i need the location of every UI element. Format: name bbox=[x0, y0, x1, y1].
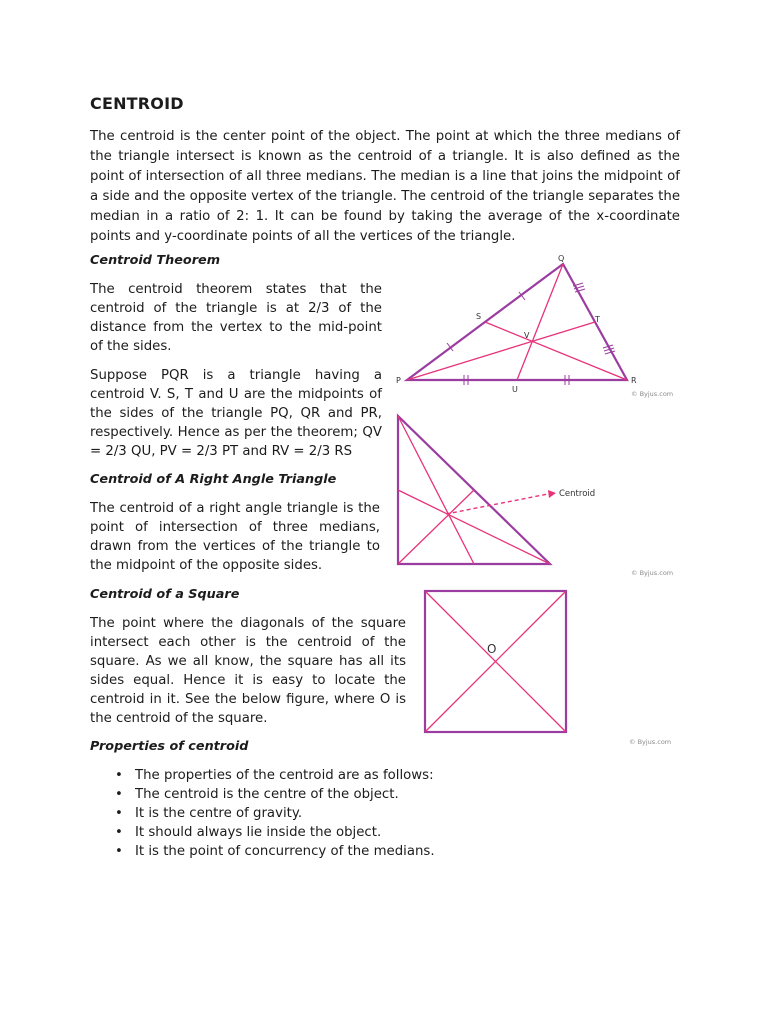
right-triangle-credit: © Byjus.com bbox=[631, 569, 674, 577]
list-item: • The centroid is the centre of the object. bbox=[115, 787, 399, 802]
theorem-heading: Centroid Theorem bbox=[90, 253, 221, 268]
bullet: • bbox=[115, 844, 123, 859]
arrowhead-icon bbox=[548, 490, 556, 498]
square-credit: © Byjus.com bbox=[629, 738, 672, 746]
bullet: • bbox=[115, 825, 123, 840]
list-item: • The properties of the centroid are as follows: bbox=[115, 768, 434, 783]
theorem-paragraph-1: The centroid theorem states that the centroid of the triangle is at 2/3 of the distance from the vertex to the mid-point of the sides. bbox=[90, 282, 382, 354]
properties-list bbox=[115, 766, 435, 861]
square-figure bbox=[418, 585, 683, 750]
label-u: U bbox=[512, 385, 518, 394]
theorem-paragraph-2: Suppose PQR is a triangle having a centroid V. S, T and U are the midpoints of the sides of the triangle PQ, QR and PR, respectively. Hence as per the theorem; QV = 2/3 QU, PV = 2/3 PT and RV = 2/3 RS bbox=[90, 368, 382, 459]
right-triangle-paragraph: The centroid of a right angle triangle is the point of intersection of three medians, drawn from the vertices of the triangle to the midpoint of the opposite sides. bbox=[90, 501, 380, 573]
triangle-medians bbox=[407, 264, 627, 380]
bullet: • bbox=[115, 806, 123, 821]
label-o: O bbox=[487, 642, 497, 656]
square-paragraph: The point where the diagonals of the square intersect each other is the centroid of the square. As we all know, the square has all its sides equal. Hence it is easy to locate the centroid in it. See the below figure, where O is the centroid of the square. bbox=[90, 616, 406, 726]
square-heading: Centroid of a Square bbox=[90, 587, 240, 602]
page-title: CENTROID bbox=[90, 94, 184, 113]
centroid-label: Centroid bbox=[559, 489, 596, 499]
triangle-credit: © Byjus.com bbox=[631, 390, 674, 398]
list-item: • It is the point of concurrency of the medians. bbox=[115, 844, 435, 859]
label-r: R bbox=[631, 376, 637, 385]
intro-paragraph: The centroid is the center point of the object. The point at which the three medians of the triangle intersect is known as the centroid of a triangle. It is also defined as the point of intersection of all three medians. The median is a line that joins the midpoint of a side and the opposite vertex of the triangle. The centroid of the triangle separates the median in a ratio of 2: 1. It can be found by taking the average of the x-coordinate points and y-coordinate points of all the vertices of the triangle. bbox=[90, 129, 680, 244]
right-triangle-heading: Centroid of A Right Angle Triangle bbox=[90, 472, 337, 487]
tick-marks bbox=[447, 283, 615, 385]
label-s: S bbox=[476, 312, 482, 321]
bullet: • bbox=[115, 787, 123, 802]
right-triangle-figure bbox=[390, 410, 685, 580]
label-q: Q bbox=[558, 254, 565, 263]
bullet: • bbox=[115, 768, 123, 783]
properties-heading: Properties of centroid bbox=[90, 739, 249, 754]
triangle-pqr-figure bbox=[395, 252, 685, 402]
label-v: V bbox=[524, 331, 530, 340]
list-item: • It should always lie inside the object. bbox=[115, 825, 382, 840]
square-diagonals bbox=[425, 591, 566, 732]
list-item: • It is the centre of gravity. bbox=[115, 806, 303, 821]
label-p: P bbox=[396, 376, 401, 385]
label-t: T bbox=[595, 315, 600, 324]
